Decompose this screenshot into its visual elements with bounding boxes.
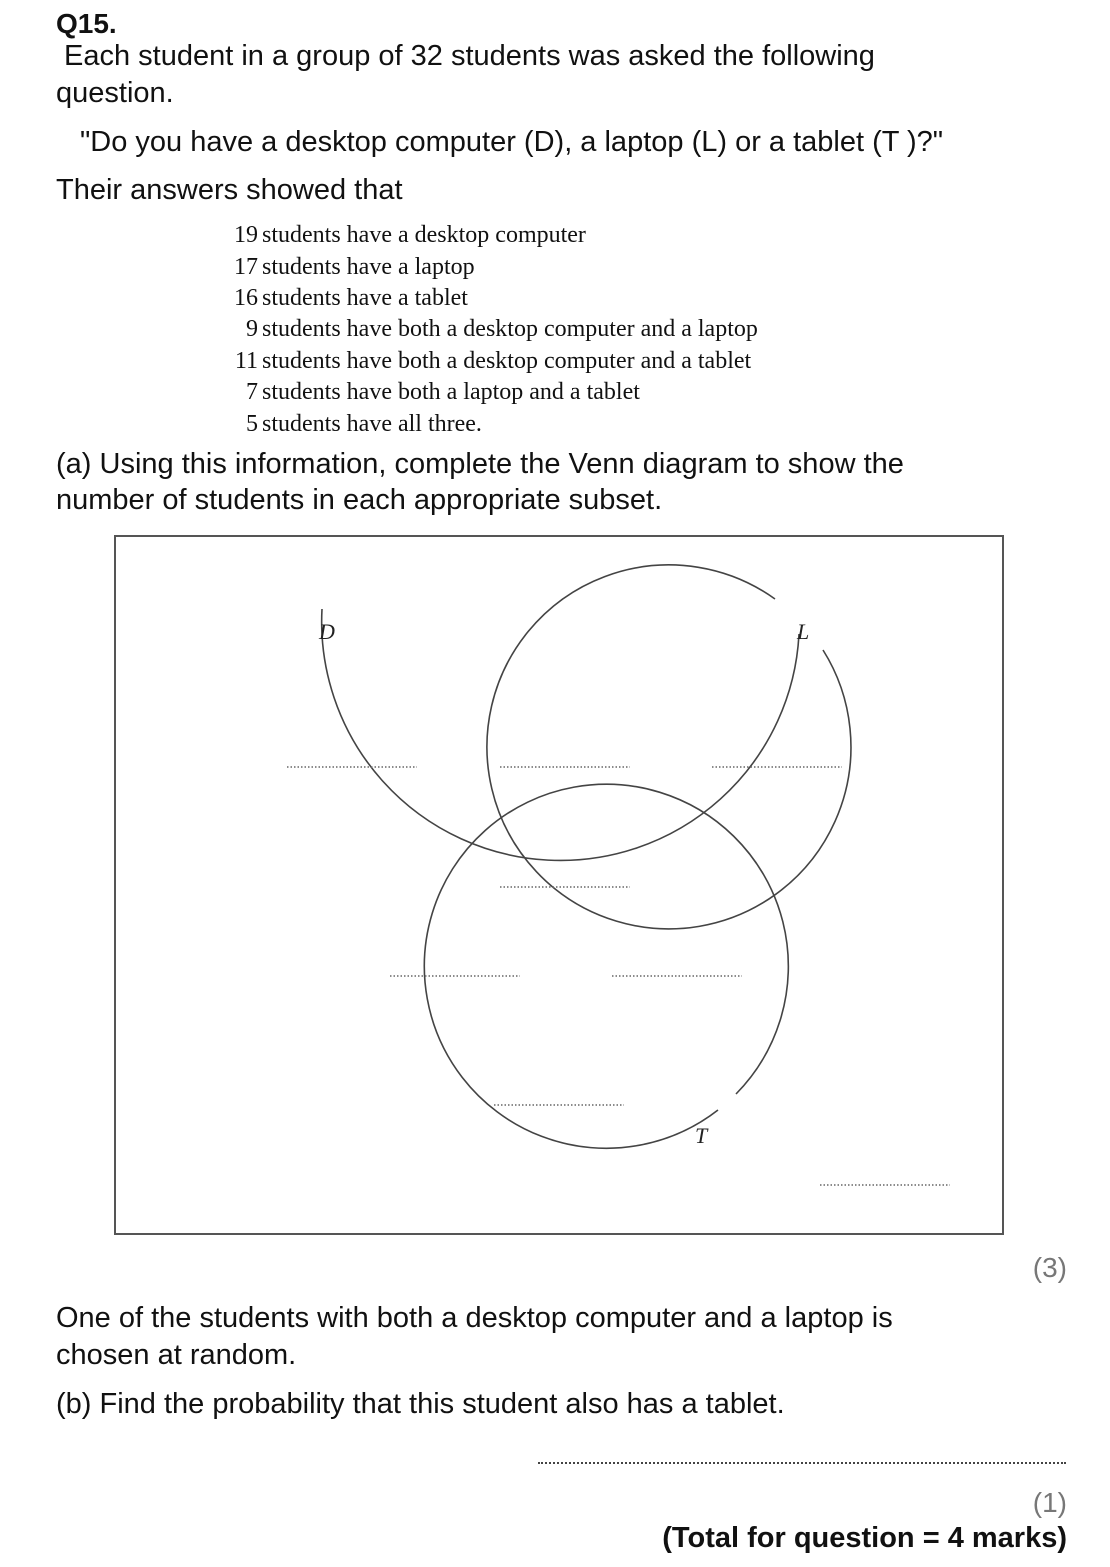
label-l: L	[797, 619, 810, 644]
fact-text: students have both a desktop computer and a laptop	[262, 316, 758, 342]
fact-count: 16	[234, 285, 258, 311]
fact-desktop-laptop	[224, 316, 758, 343]
fact-count: 17	[234, 254, 258, 280]
fact-count: 5	[246, 411, 258, 437]
circle-t	[424, 784, 788, 1148]
question-quote: "Do you have a desktop computer (D), a laptop (L) or a tablet (T )?"	[80, 126, 944, 158]
fact-text: students have a laptop	[262, 254, 475, 280]
fact-count: 7	[246, 379, 258, 405]
part-b-line-2: chosen at random.	[56, 1339, 297, 1371]
answers-showed-text: Their answers showed that	[56, 174, 403, 206]
part-b-marks: (1)	[1032, 1487, 1067, 1518]
fact-laptop	[224, 254, 475, 281]
part-a-line-2: number of students in each appropriate subset.	[56, 484, 663, 516]
fact-text: students have a desktop computer	[262, 222, 586, 248]
venn-diagram	[114, 535, 1004, 1235]
fact-all-three	[224, 411, 482, 438]
label-t: T	[695, 1123, 708, 1148]
fact-text: students have a tablet	[262, 285, 468, 311]
part-b-line-1: One of the students with both a desktop computer and a laptop is	[56, 1302, 893, 1334]
fact-text: students have both a desktop computer and a tablet	[262, 348, 752, 374]
part-a-marks: (3)	[1032, 1252, 1067, 1283]
fact-text: students have both a laptop and a tablet	[262, 379, 640, 405]
intro-line-2: question.	[56, 77, 174, 109]
fact-desktop-tablet	[224, 348, 751, 375]
fact-tablet	[224, 285, 468, 312]
fact-count: 9	[246, 316, 258, 342]
part-b-question: (b) Find the probability that this student also has a tablet.	[56, 1388, 785, 1420]
fact-count: 19	[234, 222, 258, 248]
fact-laptop-tablet	[224, 379, 640, 406]
fact-text: students have all three.	[262, 411, 482, 437]
part-a-line-1: (a) Using this information, complete the Venn diagram to show the	[56, 448, 904, 480]
answer-line-b[interactable]	[538, 1462, 1066, 1464]
circle-d	[322, 609, 799, 860]
total-marks: (Total for question = 4 marks)	[662, 1522, 1067, 1554]
intro-line-1: Each student in a group of 32 students was asked the following	[64, 40, 875, 72]
label-d: D	[319, 619, 335, 644]
fact-desktop	[224, 222, 586, 249]
fact-count: 11	[234, 348, 258, 374]
question-number: Q15.	[56, 8, 117, 39]
